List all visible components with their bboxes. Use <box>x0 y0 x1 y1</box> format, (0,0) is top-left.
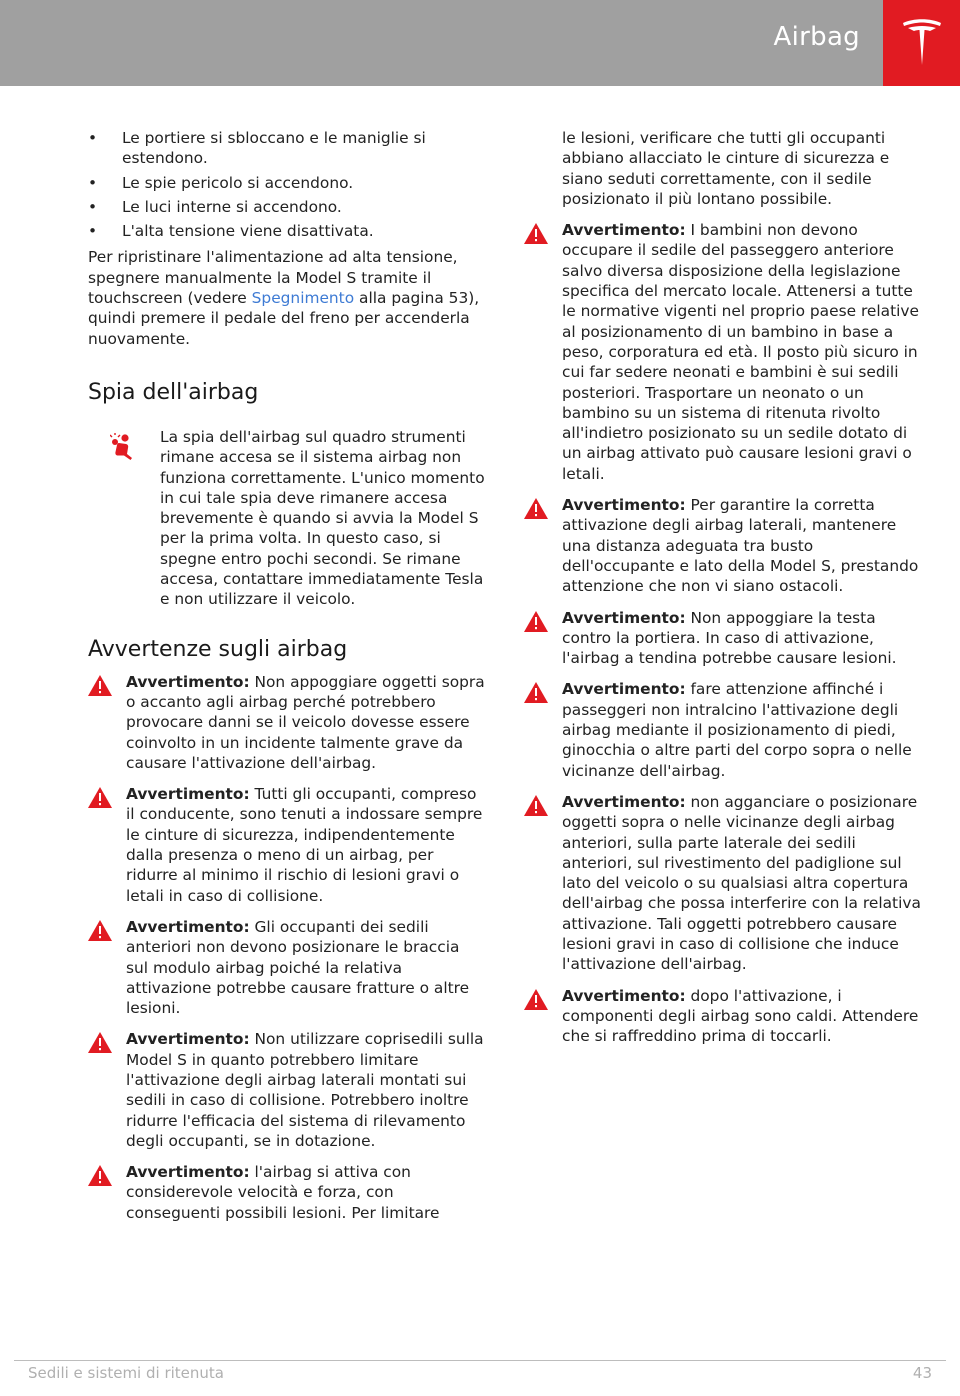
warning-item: Avvertimento: Non appoggiare la testa contro la portiera. In caso di attivazione, l'airbag a tendina potrebbe causare lesioni. <box>524 608 924 669</box>
warning-item: Avvertimento: Per garantire la corretta attivazione degli airbag laterali, mantenere una distanza adeguata tra busto dell'occupante e lato della Model S, prestando attenzione che non vi siano ostacoli. <box>524 495 924 596</box>
warning-triangle-icon <box>524 795 548 816</box>
list-item: • Le spie pericolo si accendono. <box>88 173 354 192</box>
left-column <box>88 128 486 1234</box>
page-number: 43 <box>912 1364 932 1382</box>
list-item: • Le luci interne si accendono. <box>88 197 342 216</box>
page-title: Airbag <box>773 22 860 52</box>
right-column <box>524 128 924 1057</box>
tesla-logo-icon <box>899 17 945 69</box>
warning-triangle-icon <box>88 1032 112 1053</box>
airbag-warnings-heading: Avvertenze sugli airbag <box>88 636 348 662</box>
warning-item: Avvertimento: Gli occupanti dei sedili anteriori non devono posizionare le braccia sul modulo airbag poiché la relativa attivazione potrebbe causare fratture o altre lesioni. <box>88 917 486 1018</box>
airbag-light-note: La spia dell'airbag sul quadro strumenti rimane accesa se il sistema airbag non funziona correttamente. L'unico momento in cui tale spia deve rimanere accesa brevemente è quando si avvia la Model S per la prima volta. In questo caso, si spegne entro pochi secondi. Se rimane accesa, contattare immediatamente Tesla e non utilizzare il veicolo. <box>88 427 486 610</box>
warning-item: Avvertimento: dopo l'attivazione, i componenti degli airbag sono caldi. Attendere che si raffreddino prima di toccarli. <box>524 986 924 1047</box>
warning-triangle-icon <box>524 682 548 703</box>
shutdown-link[interactable]: Spegnimento <box>251 289 355 308</box>
warning-item: Avvertimento: Non appoggiare oggetti sopra o accanto agli airbag perché potrebbero provocare danni se il veicolo dovesse essere coinvolto in un incidente talmente grave da causare l'attivazione dell'airbag. <box>88 672 486 773</box>
warning-triangle-icon <box>88 920 112 941</box>
warning-triangle-icon <box>524 498 548 519</box>
warning-triangle-icon <box>88 1165 112 1186</box>
bullet-list <box>88 128 486 241</box>
reset-paragraph: Per ripristinare l'alimentazione ad alta tensione, spegnere manualmente la Model S tramite il touchscreen (vedere Spegnimento alla pagina 53), quindi premere il pedale del freno per accenderla nuovamente. <box>88 248 480 348</box>
warning-triangle-icon <box>524 223 548 244</box>
warning-triangle-icon <box>524 989 548 1010</box>
warning-triangle-icon <box>88 675 112 696</box>
list-item: • L'alta tensione viene disattivata. <box>88 222 374 241</box>
warning-item: Avvertimento: Tutti gli occupanti, compreso il conducente, sono tenuti a indossare sempre le cinture di sicurezza, indipendentemente dalla presenza o meno di un airbag, per ridurre al minimo il rischio di lesioni gravi o letali in caso di collisione. <box>88 784 486 906</box>
warning-item: Avvertimento: I bambini non devono occupare il sedile del passeggero anteriore salvo diversa disposizione della legislazione specifica del mercato locale. Attenersi a tutte le normative vigenti nel proprio paese relative al posizionamento di un bambino in base a peso, corporatura ed età. Il posto più sicuro in cui far sedere neonati e bambini è sui sedili posteriori. Trasportare un neonato o un bambino su un sistema di ritenuta rivolto all'indietro posizionato su un sedile dotato di un airbag attivato può causare lesioni gravi o letali. <box>524 220 924 484</box>
list-item: • Le portiere si sbloccano e le maniglie si estendono. <box>88 129 426 168</box>
footer-section-title: Sedili e sistemi di ritenuta <box>28 1364 224 1382</box>
warning-item: Avvertimento: Non utilizzare coprisedili sulla Model S in quanto potrebbero limitare l'attivazione degli airbag laterali montati sui sedili in caso di collisione. Potrebbero inoltre ridurre l'efficacia del sistema di rilevamento degli occupanti, se in dotazione. <box>88 1029 486 1151</box>
warning-triangle-icon <box>524 611 548 632</box>
warning-triangle-icon <box>88 787 112 808</box>
tesla-logo <box>883 0 960 86</box>
footer-divider <box>14 1360 946 1361</box>
warning-continuation: le lesioni, verificare che tutti gli occupanti abbiano allacciato le cinture di sicurezza e siano seduti correttamente, con il sedile posizionato il più lontano possibile. <box>562 129 890 208</box>
warning-item: Avvertimento: fare attenzione affinché i passeggeri non intralcino l'attivazione degli airbag mediante il posizionamento di piedi, ginocchia o altre parti del corpo sopra o nelle vicinanze dell'airbag. <box>524 679 924 780</box>
airbag-warning-light-icon <box>110 433 136 463</box>
header-bar <box>0 0 960 86</box>
airbag-light-heading: Spia dell'airbag <box>88 379 259 405</box>
warning-item: Avvertimento: l'airbag si attiva con considerevole velocità e forza, con conseguenti possibili lesioni. Per limitare <box>88 1162 486 1223</box>
warning-item: Avvertimento: non agganciare o posizionare oggetti sopra o nelle vicinanze degli airbag anteriori, sulla parte laterale dei sedili anteriori, sul rivestimento del padiglione sul lato del veicolo o su qualsiasi altra copertura dell'airbag che possa interferire con la relativa attivazione. Tali oggetti potrebbero causare lesioni gravi in caso di collisione che induce l'attivazione dell'airbag. <box>524 792 924 975</box>
